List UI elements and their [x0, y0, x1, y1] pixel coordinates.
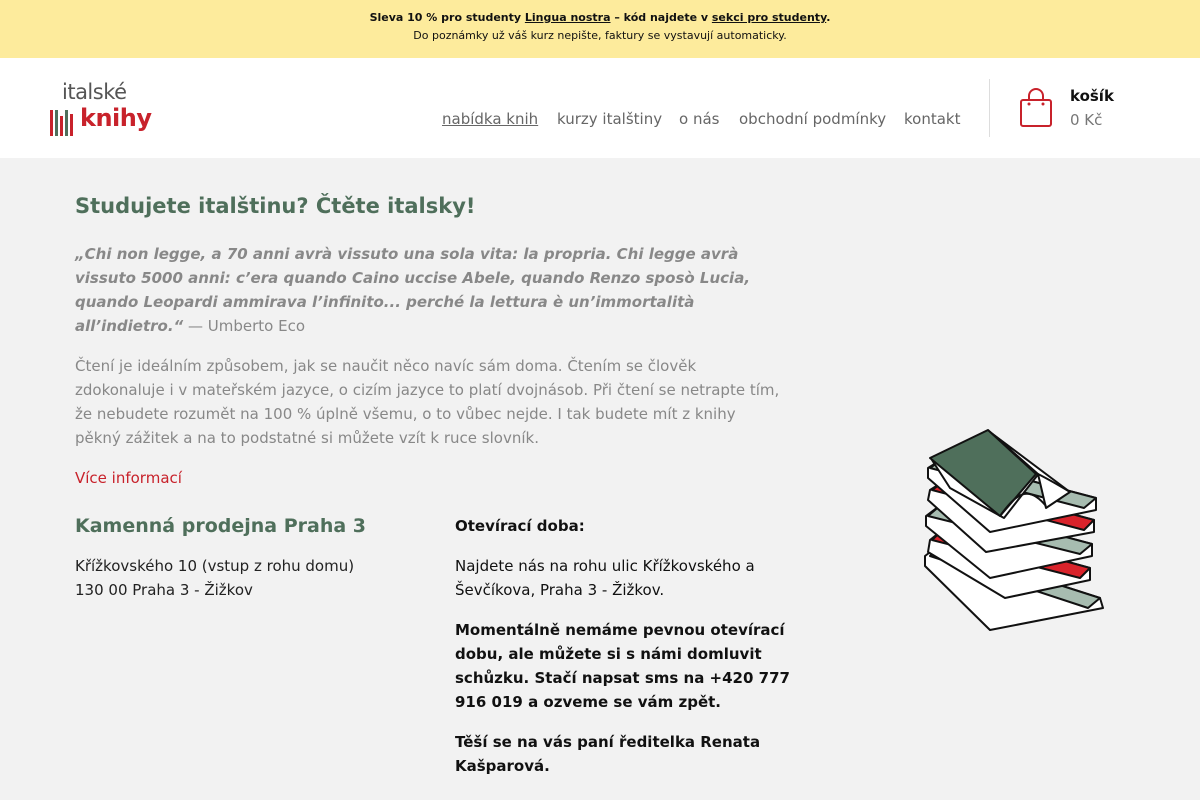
nav-item-about[interactable]: o nás [679, 110, 720, 128]
nav-item-courses[interactable]: kurzy italštiny [557, 110, 663, 128]
quote-author: — Umberto Eco [183, 317, 305, 335]
page-title: Studujete italštinu? Čtěte italsky! [75, 194, 476, 218]
logo-text-bottom: knihy [80, 104, 152, 132]
site-logo[interactable] [50, 80, 150, 142]
promo-line-1: Sleva 10 % pro studenty Lingua nostra – kód najdete v sekci pro studenty. [369, 11, 831, 24]
cart-total: 0 Kč [1070, 111, 1103, 129]
promo-line-2: Do poznámky už váš kurz nepište, faktury se vystavují automaticky. [413, 29, 787, 42]
store-section [75, 512, 435, 602]
header-divider [989, 79, 990, 137]
opening-hours [455, 514, 815, 794]
hours-title: Otevírací doba: [455, 517, 585, 535]
nav-item-contact[interactable]: kontakt [904, 110, 961, 128]
cart-label[interactable]: košík [1070, 87, 1114, 105]
store-heading: Kamenná prodejna Praha 3 [75, 515, 367, 537]
logo-text-top: italské [62, 80, 127, 104]
hours-notice: Momentálně nemáme pevnou otevírací dobu, ale můžete si s námi domluvit schůzku. Stačí napsat sms na +420 777 916 019 a ozveme se vám zpět. [455, 621, 790, 711]
eco-quote [75, 242, 785, 338]
address-line-2: 130 00 Praha 3 - Žižkov [75, 581, 253, 599]
nav-item-terms[interactable]: obchodní podmínky [739, 110, 887, 128]
site-header [0, 58, 1200, 158]
intro-paragraph: Čtení je ideálním způsobem, jak se naučit něco navíc sám doma. Čtením se člověk zdokonaluje i v mateřském jazyce, o cizím jazyce to platí dvojnásob. Při čtení se netrapte tím, že nebudete rozumět na 100 % úplně všemu, o to vůbec nejde. I tak budete mít z knihy pěkný zážitek a na to podstatné si můžete vzít k ruce slovník. [75, 357, 780, 447]
quote-text: „Chi non legge, a 70 anni avrà vissuto una sola vita: la propria. Chi legge avrà vissuto 5000 anni: c’era quando Caino uccise Abele, quando Renzo sposò Lucia, quando Leopardi ammirava l’infinito... perché la lettura è un’immortalità all’indietro.“ [75, 245, 751, 335]
hours-location: Najdete nás na rohu ulic Křížkovského a Ševčíkova, Praha 3 - Žižkov. [455, 557, 755, 599]
hours-greeting: Těší se na vás paní ředitelka Renata Kašparová. [455, 733, 761, 775]
address-line-1: Křížkovského 10 (vstup z rohu domu) [75, 557, 355, 575]
store-address [75, 554, 435, 602]
lingua-nostra-link[interactable]: Lingua nostra [524, 11, 611, 24]
intro-section [75, 190, 785, 490]
promo-banner [0, 0, 1200, 58]
book-stack-illustration [920, 428, 1110, 634]
shopping-bag-icon[interactable] [1018, 88, 1054, 128]
more-info-link[interactable]: Více informací [75, 469, 182, 487]
student-section-link[interactable]: sekci pro studenty [711, 11, 827, 24]
nav-item-books[interactable]: nabídka knih [442, 110, 539, 128]
